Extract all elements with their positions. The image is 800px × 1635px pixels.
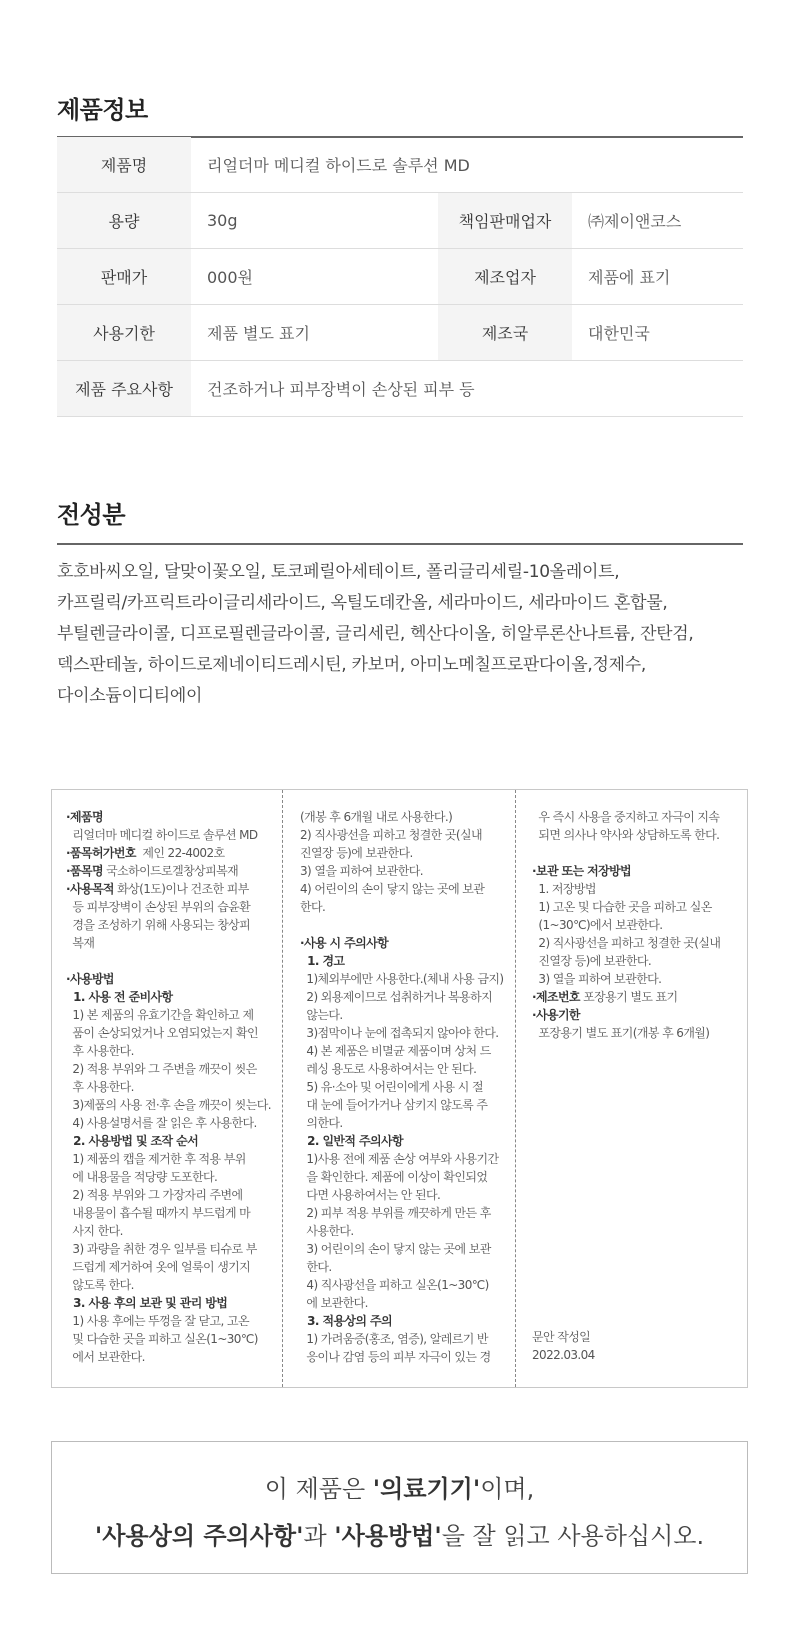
label-line — [532, 844, 740, 862]
label-line — [66, 1168, 282, 1186]
row-value: 30g — [207, 211, 238, 230]
label-line — [300, 934, 512, 952]
label-line — [66, 1006, 282, 1024]
label-line — [66, 1204, 282, 1222]
label-line — [66, 1024, 282, 1042]
row-value: 제품 별도 표기 — [207, 324, 310, 343]
label-line — [66, 862, 282, 880]
label-text: 품이 손상되었거나 오염되었는지 확인 — [66, 1026, 258, 1040]
label-line — [66, 898, 282, 916]
label-line — [66, 988, 282, 1006]
table-row — [57, 249, 743, 305]
notice-text: 이 제품은 — [264, 1475, 373, 1503]
label-column-1 — [66, 790, 282, 1387]
label-text: 에 보관한다. — [300, 1296, 368, 1310]
product-label-box — [51, 789, 748, 1388]
label-line — [300, 1186, 512, 1204]
label-text: 3)제품의 사용 전·후 손을 깨끗이 씻는다. — [66, 1098, 271, 1112]
label-line — [66, 1258, 282, 1276]
label-line — [66, 1294, 282, 1312]
label-line — [300, 898, 512, 916]
label-line — [66, 1312, 282, 1330]
label-text: 레싱 용도로 사용하여서는 안 된다. — [300, 1062, 477, 1076]
label-line — [66, 1060, 282, 1078]
label-text: 않도록 한다. — [66, 1278, 134, 1292]
label-line — [66, 934, 282, 952]
label-line — [300, 1078, 512, 1096]
label-line — [300, 1348, 512, 1366]
label-line — [300, 952, 512, 970]
label-text: 2) 외용제이므로 섭취하거나 복용하지 — [300, 990, 493, 1004]
label-line — [66, 826, 282, 844]
label-column-3 — [532, 790, 740, 1387]
label-text: 진열장 등)에 보관한다. — [300, 846, 413, 860]
label-line — [300, 844, 512, 862]
label-heading: ·제품명 — [66, 810, 103, 824]
label-line — [300, 1096, 512, 1114]
notice-text: 과 — [303, 1522, 335, 1550]
label-text: 되면 의사나 약사와 상담하도록 한다. — [532, 828, 720, 842]
label-line — [300, 1222, 512, 1240]
label-line — [66, 916, 282, 934]
label-line — [300, 880, 512, 898]
row-value: ㈜제이앤코스 — [588, 212, 682, 231]
row-value: 리얼더마 메디컬 하이드로 솔루션 MD — [207, 156, 470, 175]
label-heading: ·품목명 — [66, 864, 103, 878]
row-header: 사용기한 — [57, 305, 191, 360]
label-line — [66, 808, 282, 826]
label-text: 화상(1도)이나 건조한 피부 — [113, 882, 249, 896]
row-header: 제조국 — [438, 305, 572, 360]
table-row — [57, 305, 743, 361]
label-text: 2) 적용 부위와 그 주변을 깨끗이 씻은 — [66, 1062, 257, 1076]
table-row — [57, 361, 743, 417]
label-heading: 1. 경고 — [300, 954, 345, 968]
label-text: 2) 적용 부위와 그 가장자리 주변에 — [66, 1188, 243, 1202]
label-line — [532, 934, 740, 952]
label-heading: 1. 사용 전 준비사항 — [66, 990, 173, 1004]
label-line — [66, 1330, 282, 1348]
row-value: 대한민국 — [588, 324, 650, 343]
document-date-title: 문안 작성일 — [532, 1330, 591, 1344]
label-text: 대 눈에 들어가거나 삼키지 않도록 주 — [300, 1098, 488, 1112]
ingredients-line: 카프릴릭/카프릭트라이글리세라이드, 옥틸도데칸올, 세라마이드, 세라마이드 혼합물, — [57, 593, 668, 613]
label-text: 내용물이 흡수될 때까지 부드럽게 마 — [66, 1206, 251, 1220]
label-line — [532, 1024, 740, 1042]
label-line — [532, 898, 740, 916]
label-line — [300, 1276, 512, 1294]
label-line — [532, 808, 740, 826]
row-header: 제품 주요사항 — [57, 361, 191, 416]
label-text: 다면 사용하여서는 안 된다. — [300, 1188, 441, 1202]
row-header: 제조업자 — [438, 249, 572, 304]
label-line — [66, 1348, 282, 1366]
label-line — [300, 826, 512, 844]
table-row — [57, 193, 743, 249]
label-heading: ·사용 시 주의사항 — [300, 936, 389, 950]
label-line — [300, 1042, 512, 1060]
label-text: 1) 가려움증(홍조, 염증), 알레르기 반 — [300, 1332, 488, 1346]
label-line — [300, 1006, 512, 1024]
document-date-block — [532, 1328, 595, 1364]
label-line — [532, 826, 740, 844]
ingredients-text — [57, 557, 747, 712]
label-text: 포장용기 별도 표기(개봉 후 6개월) — [532, 1026, 710, 1040]
label-text: 등 피부장벽이 손상된 부위의 습윤환 — [66, 900, 251, 914]
label-line — [66, 1186, 282, 1204]
label-text: 2) 피부 적용 부위를 깨끗하게 만든 후 — [300, 1206, 491, 1220]
label-text: 에서 보관한다. — [66, 1350, 145, 1364]
label-line — [300, 1114, 512, 1132]
label-line — [300, 1312, 512, 1330]
ingredients-line: 덱스판테놀, 하이드로제네이티드레시틴, 카보머, 아미노메칠프로판다이올,정제수, — [57, 655, 646, 675]
label-line — [300, 1024, 512, 1042]
ingredients-rule — [57, 543, 743, 545]
label-text: 1)사용 전에 제품 손상 여부와 사용기간 — [300, 1152, 499, 1166]
label-text: 3) 열을 피하여 보관한다. — [300, 864, 423, 878]
label-text: 4) 어린이의 손이 닿지 않는 곳에 보관 — [300, 882, 485, 896]
label-text: 1)체외부에만 사용한다.(체내 사용 금지) — [300, 972, 504, 986]
label-heading: ·사용기한 — [532, 1008, 580, 1022]
label-text: 사지 한다. — [66, 1224, 123, 1238]
label-text: 않는다. — [300, 1008, 343, 1022]
label-text: 포장용기 별도 표기 — [579, 990, 678, 1004]
row-header: 판매가 — [57, 249, 191, 304]
label-text: 후 사용한다. — [66, 1080, 134, 1094]
row-header: 용량 — [57, 193, 191, 248]
label-line — [66, 1114, 282, 1132]
label-text: 3) 열을 피하여 보관한다. — [532, 972, 662, 986]
label-text: 1) 제품의 캡을 제거한 후 적용 부위 — [66, 1152, 246, 1166]
label-line — [66, 970, 282, 988]
label-text: 사용한다. — [300, 1224, 354, 1238]
column-divider — [515, 790, 516, 1387]
label-line — [532, 880, 740, 898]
label-line — [66, 1096, 282, 1114]
label-line — [300, 1150, 512, 1168]
product-info-title: 제품정보 — [57, 96, 148, 124]
label-line — [532, 988, 740, 1006]
label-line — [300, 1330, 512, 1348]
label-line — [66, 1240, 282, 1258]
label-text: 한다. — [300, 900, 326, 914]
label-text: 리얼더마 메디컬 하이드로 솔루션 MD — [66, 828, 258, 842]
label-text: 2) 직사광선을 피하고 청결한 곳(실내 — [300, 828, 482, 842]
row-header: 제품명 — [57, 137, 191, 192]
label-text: 5) 유·소아 및 어린이에게 사용 시 절 — [300, 1080, 483, 1094]
label-text: 을 확인한다. 제품에 이상이 확인되었 — [300, 1170, 488, 1184]
label-line — [66, 1150, 282, 1168]
label-line — [300, 808, 512, 826]
label-heading: 3. 사용 후의 보관 및 관리 방법 — [66, 1296, 228, 1310]
label-line — [532, 970, 740, 988]
ingredients-line: 다이소듐이디티에이 — [57, 686, 203, 706]
label-line — [300, 1060, 512, 1078]
label-line — [66, 952, 282, 970]
label-line — [300, 1258, 512, 1276]
product-info-table — [57, 137, 743, 417]
notice-line-2 — [52, 1516, 747, 1551]
row-value: 건조하거나 피부장벽이 손상된 피부 등 — [207, 380, 475, 399]
notice-text: 이며, — [480, 1475, 535, 1503]
row-header: 책임판매업자 — [438, 193, 572, 248]
table-row — [57, 137, 743, 193]
label-text: (개봉 후 6개월 내로 사용한다.) — [300, 810, 453, 824]
label-text: 제인 22-4002호 — [135, 846, 225, 860]
label-text: (1~30℃)에서 보관한다. — [532, 918, 663, 932]
label-heading: 3. 적용상의 주의 — [300, 1314, 392, 1328]
label-line — [532, 862, 740, 880]
notice-text: 을 잘 읽고 사용하십시오. — [441, 1522, 705, 1550]
label-heading: 2. 사용방법 및 조작 순서 — [66, 1134, 199, 1148]
ingredients-line: 부틸렌글라이콜, 디프로필렌글라이콜, 글리세린, 헥산다이올, 히알루론산나트륨, 잔탄검, — [57, 624, 694, 644]
label-text: 3) 어린이의 손이 닿지 않는 곳에 보관 — [300, 1242, 491, 1256]
label-line — [300, 1240, 512, 1258]
label-text: 복재 — [66, 936, 95, 950]
label-line — [300, 916, 512, 934]
label-text: 1) 사용 후에는 뚜껑을 잘 닫고, 고온 — [66, 1314, 249, 1328]
label-line — [300, 1132, 512, 1150]
label-text: 1. 저장방법 — [532, 882, 596, 896]
label-text: 진열장 등)에 보관한다. — [532, 954, 652, 968]
label-heading: ·품목허가번호 — [66, 846, 136, 860]
label-line — [66, 1222, 282, 1240]
label-heading: 2. 일반적 주의사항 — [300, 1134, 403, 1148]
notice-highlight: '의료기기' — [372, 1475, 481, 1503]
label-text: 에 내용물을 적당량 도포한다. — [66, 1170, 218, 1184]
document-date: 2022.03.04 — [532, 1348, 595, 1362]
label-text: 4) 본 제품은 비멸균 제품이며 상처 드 — [300, 1044, 491, 1058]
label-text: 1) 고온 및 다습한 곳을 피하고 실온 — [532, 900, 712, 914]
label-text: 1) 본 제품의 유효기간을 확인하고 제 — [66, 1008, 254, 1022]
ingredients-line: 호호바씨오일, 달맞이꽃오일, 토코페릴아세테이트, 폴리글리세릴-10올레이트, — [57, 562, 620, 582]
label-text: 국소하이드로겔창상피복재 — [102, 864, 239, 878]
label-text: 응이나 감염 등의 피부 자극이 있는 경 — [300, 1350, 491, 1364]
label-text: 드럽게 제거하여 옷에 얼룩이 생기지 — [66, 1260, 251, 1274]
label-line — [66, 1276, 282, 1294]
label-line — [66, 1132, 282, 1150]
label-line — [300, 970, 512, 988]
label-line — [300, 988, 512, 1006]
label-text: 우 즉시 사용을 중지하고 자극이 지속 — [532, 810, 720, 824]
label-line — [66, 1042, 282, 1060]
label-text: 의한다. — [300, 1116, 343, 1130]
label-line — [300, 1294, 512, 1312]
label-text: 경을 조성하기 위해 사용되는 창상피 — [66, 918, 251, 932]
label-line — [532, 1006, 740, 1024]
label-text: 한다. — [300, 1260, 332, 1274]
label-text: 4) 사용설명서를 잘 읽은 후 사용한다. — [66, 1116, 257, 1130]
notice-line-1 — [52, 1469, 747, 1504]
label-line — [532, 916, 740, 934]
ingredients-title: 전성분 — [57, 501, 126, 529]
label-heading: ·사용목적 — [66, 882, 114, 896]
label-heading: ·보관 또는 저장방법 — [532, 864, 632, 878]
label-column-2 — [300, 790, 512, 1387]
notice-highlight: '사용상의 주의사항' — [94, 1522, 304, 1550]
label-text: 3) 과량을 취한 경우 일부를 티슈로 부 — [66, 1242, 257, 1256]
label-line — [300, 862, 512, 880]
column-divider — [282, 790, 283, 1387]
label-text: 및 다습한 곳을 피하고 실온(1~30℃) — [66, 1332, 258, 1346]
label-heading: ·사용방법 — [66, 972, 114, 986]
row-value: 000원 — [207, 268, 253, 287]
label-text: 2) 직사광선을 피하고 청결한 곳(실내 — [532, 936, 721, 950]
label-text: 후 사용한다. — [66, 1044, 134, 1058]
label-line — [300, 1168, 512, 1186]
label-line — [66, 880, 282, 898]
label-line — [66, 844, 282, 862]
row-value: 제품에 표기 — [588, 268, 671, 287]
label-line — [66, 1078, 282, 1096]
label-line — [532, 952, 740, 970]
label-text: 3)점막이나 눈에 접촉되지 않아야 한다. — [300, 1026, 499, 1040]
label-line — [300, 1204, 512, 1222]
label-text: 4) 직사광선을 피하고 실온(1~30℃) — [300, 1278, 489, 1292]
notice-highlight: '사용방법' — [334, 1522, 442, 1550]
label-heading: ·제조번호 — [532, 990, 580, 1004]
medical-device-notice — [51, 1441, 748, 1574]
